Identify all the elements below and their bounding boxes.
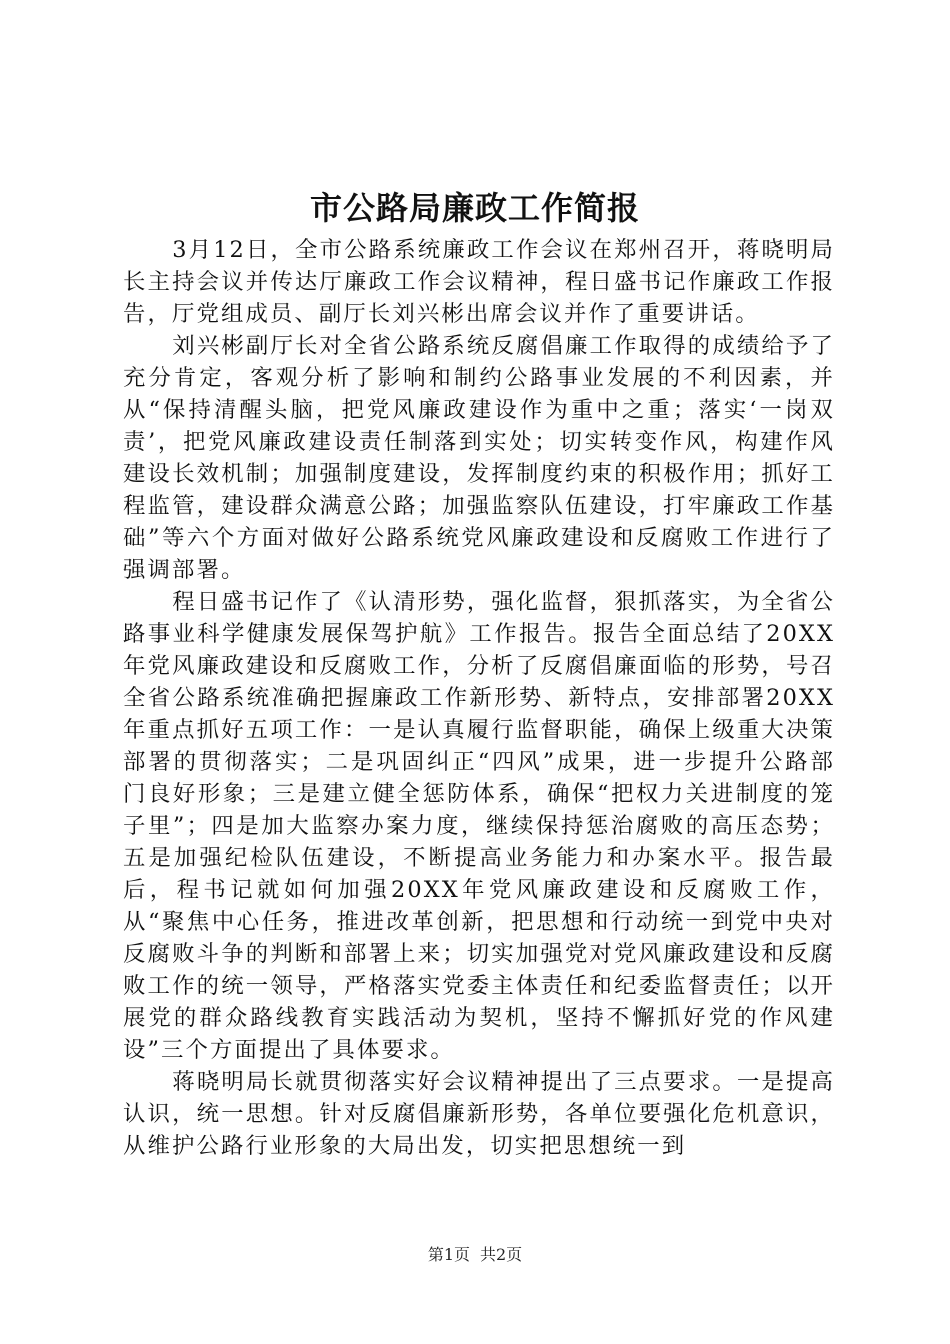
- paragraph: 3月12日，全市公路系统廉政工作会议在郑州召开，蒋晓明局长主持会议并传达厅廉政工作会议精神，程日盛书记作廉政工作报告，厅党组成员、副厅长刘兴彬出席会议并作了重要讲话。: [123, 237, 835, 327]
- page-footer: [0, 1244, 950, 1266]
- page-number: 第1页: [427, 1245, 470, 1264]
- page-total: 共2页: [480, 1245, 523, 1264]
- paragraph: 程日盛书记作了《认清形势，强化监督，狠抓落实，为全省公路事业科学健康发展保驾护航》工作报告。报告全面总结了20XX年党风廉政建设和反腐败工作，分析了反腐倡廉面临的形势，号召全省公路系统准确把握廉政工作新形势、新特点，安排部署20XX年重点抓好五项工作：一是认真履行监督职能，确保上级重大决策部署的贯彻落实；二是巩固纠正“四风”成果，进一步提升公路部门良好形象；三是建立健全惩防体系，确保“把权力关进制度的笼子里”；四是加大监察办案力度，继续保持惩治腐败的高压态势；五是加强纪检队伍建设，不断提高业务能力和办案水平。报告最后，程书记就如何加强20XX年党风廉政建设和反腐败工作，从“聚焦中心任务，推进改革创新，把思想和行动统一到党中央对反腐败斗争的判断和部署上来；切实加强党对党风廉政建设和反腐败工作的统一领导，严格落实党委主体责任和纪委监督责任；以开展党的群众路线教育实践活动为契机，坚持不懈抓好党的作风建设”三个方面提出了具体要求。: [123, 589, 835, 1063]
- paragraph: 蒋晓明局长就贯彻落实好会议精神提出了三点要求。一是提高认识，统一思想。针对反腐倡廉新形势，各单位要强化危机意识，从维护公路行业形象的大局出发，切实把思想统一到: [123, 1069, 835, 1159]
- document-body: [123, 234, 835, 1162]
- document-title: 市公路局廉政工作简报: [309, 189, 640, 227]
- paragraph: 刘兴彬副厅长对全省公路系统反腐倡廉工作取得的成绩给予了充分肯定，客观分析了影响和制约公路事业发展的不利因素，并从“保持清醒头脑，把党风廉政建设作为重中之重；落实‘一岗双责’，把党风廉政建设责任制落到实处；切实转变作风，构建作风建设长效机制；加强制度建设，发挥制度约束的积极作用；抓好工程监管，建设群众满意公路；加强监察队伍建设，打牢廉政工作基础”等六个方面对做好公路系统党风廉政建设和反腐败工作进行了强调部署。: [123, 333, 835, 583]
